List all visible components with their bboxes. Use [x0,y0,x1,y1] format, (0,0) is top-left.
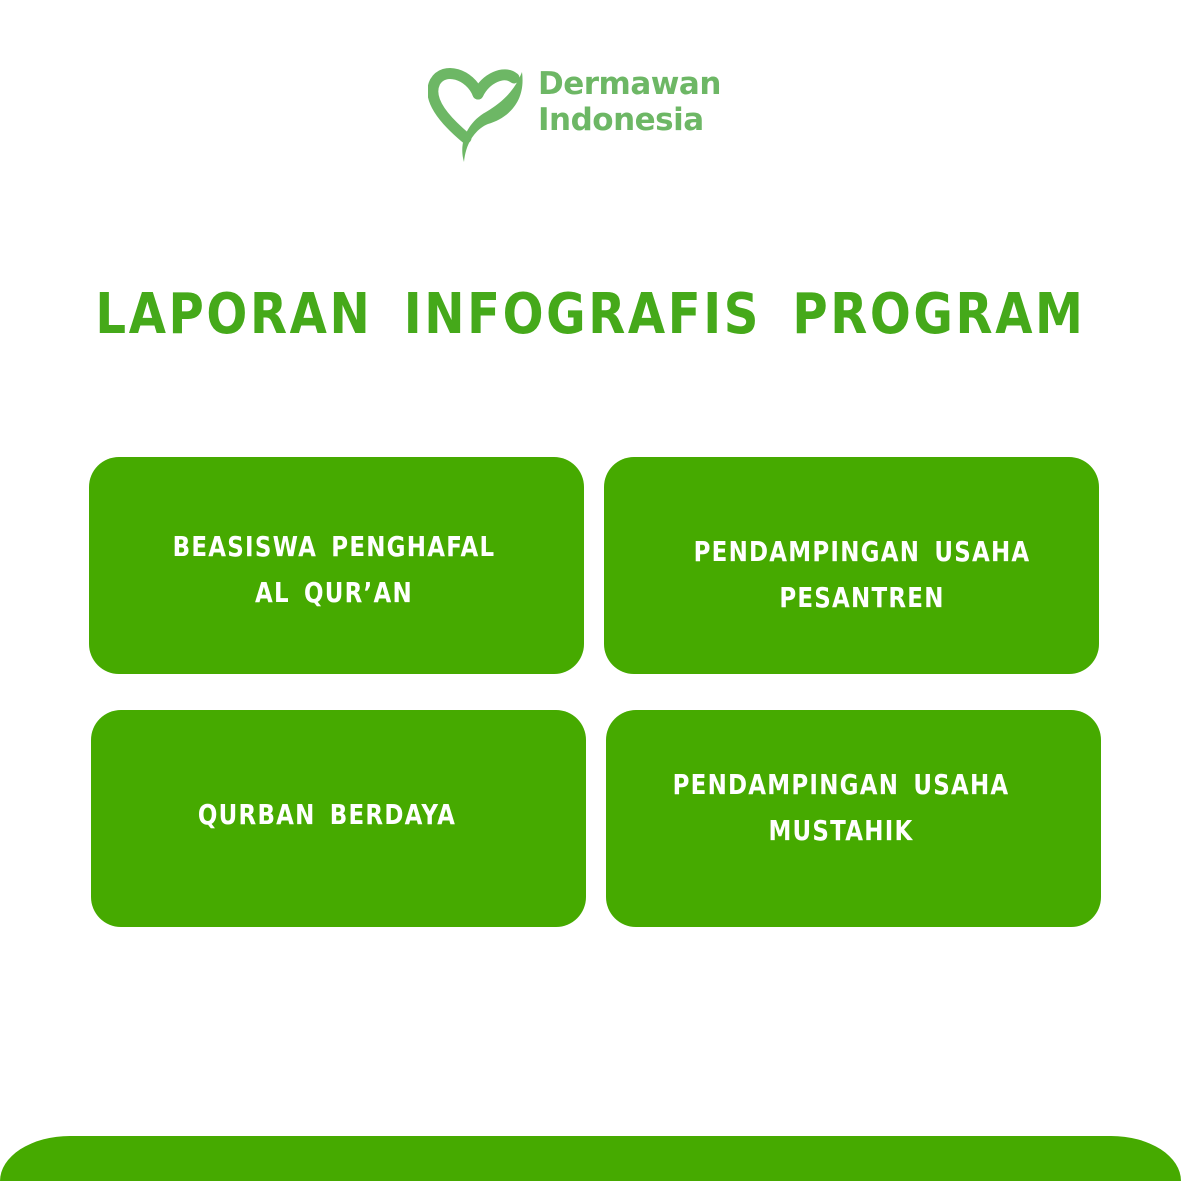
program-card-label: PENDAMPINGAN USAHA MUSTAHIK [672,768,1010,847]
program-card-beasiswa-penghafal[interactable] [89,457,584,674]
program-card-pendampingan-pesantren[interactable] [604,457,1099,674]
program-card-qurban-berdaya[interactable] [91,710,586,927]
footer-band [0,1136,1181,1181]
program-card-pendampingan-mustahik[interactable] [606,710,1101,927]
program-card-label: BEASISWA PENGHAFAL AL QUR’AN [172,530,496,609]
program-card-label: QURBAN BERDAYA [197,798,457,831]
heart-hand-icon [428,52,528,168]
page-title: LAPORAN INFOGRAFIS PROGRAM [95,282,1086,347]
brand-name-line2: Indonesia [538,102,704,138]
brand-logo [428,52,738,170]
brand-name-line1: Dermawan [538,66,721,102]
program-card-label: PENDAMPINGAN USAHA PESANTREN [693,535,1031,614]
